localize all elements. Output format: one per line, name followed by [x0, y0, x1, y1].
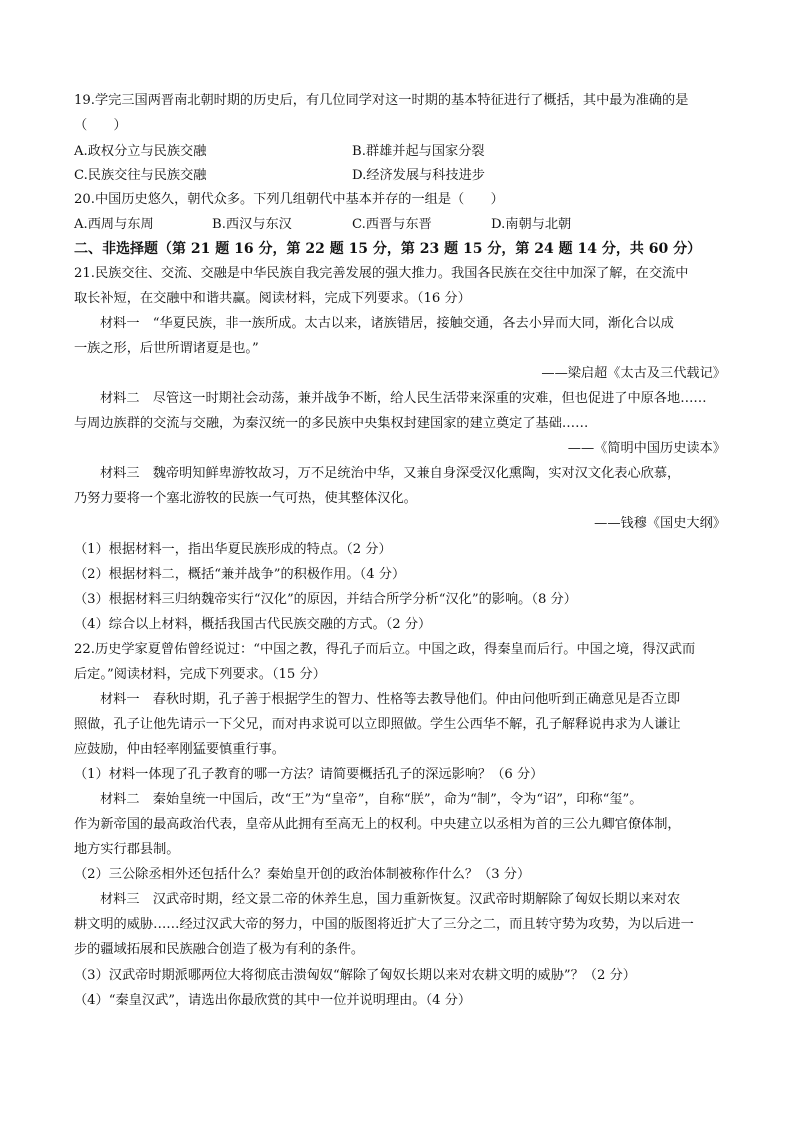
- q22-material1-line2: 照做，孔子让他先请示一下父兄，而对冉求说可以立即照做。学生公西华不解，孔子解释说冉求为人谦让: [74, 717, 681, 732]
- q21-stem-line1: 21.民族交往、交流、交融是中华民族自我完善发展的强大推力。我国各民族在交往中加深了解，在交流中: [74, 266, 689, 281]
- q19-option-b: B.群雄并起与国家分裂: [352, 144, 485, 159]
- q20-option-b: B.西汉与东汉: [212, 217, 292, 232]
- q21-stem-line2: 取长补短，在交融中和谐共赢。阅读材料，完成下列要求。（16 分）: [74, 291, 471, 306]
- q21-sub4: （4）综合以上材料，概括我国古代民族交融的方式。（2 分）: [74, 617, 432, 632]
- q22-sub4: （4）“秦皇汉武”，请选出你最欣赏的其中一位并说明理由。（4 分）: [74, 993, 472, 1008]
- q19-option-c: C.民族交往与民族交融: [74, 168, 207, 183]
- section-2-heading: 二、非选择题（第 21 题 16 分，第 22 题 15 分，第 23 题 15 分，第 24 题 14 分，共 60 分）: [74, 241, 702, 257]
- q22-stem-line1: 22.历史学家夏曾佑曾经说过：“中国之教，得孔子而后立。中国之政，得秦皇而后行。中国之境，得汉武而: [74, 642, 696, 657]
- q19-option-d: D.经济发展与科技进步: [352, 168, 485, 183]
- q21-material1-line2: 一族之形，后世所谓诸夏是也。”: [74, 341, 259, 356]
- q21-sub3: （3）根据材料三归纳魏帝实行“汉化”的原因，并结合所学分析“汉化”的影响。（8 分）: [74, 592, 577, 607]
- q22-material1-line1: 材料一 春秋时期，孔子善于根据学生的智力、性格等去教导他们。仲由问他听到正确意见是否立即: [100, 692, 681, 707]
- q21-material3-source: ——钱穆《国史大纲》: [594, 516, 726, 531]
- q20-stem: 20.中国历史悠久，朝代众多。下列几组朝代中基本并存的一组是（ ）: [74, 192, 504, 207]
- q19-answer-bracket: （ ）: [74, 118, 127, 133]
- q21-sub2: （2）根据材料二，概括“兼并战争”的积极作用。（4 分）: [74, 567, 406, 582]
- q21-material2-source: ——《简明中国历史读本》: [567, 441, 726, 456]
- q19-stem: 19.学完三国两晋南北朝时期的历史后，有几位同学对这一时期的基本特征进行了概括，其中最为准确的是: [74, 93, 689, 108]
- q21-material2-line1: 材料二 尽管这一时期社会动荡，兼并战争不断，给人民生活带来深重的灾难，但也促进了中原各地……: [100, 391, 707, 406]
- q22-sub3: （3）汉武帝时期派哪两位大将彻底击溃匈奴“解除了匈奴长期以来对农耕文明的威胁”？（2 分）: [74, 968, 636, 983]
- q21-material3-line1: 材料三 魏帝明知鲜卑游牧故习，万不足统治中华，又兼自身深受汉化熏陶，实对汉文化表心欣慕，: [100, 466, 681, 481]
- q21-material1-source: ——梁启超《太古及三代载记》: [541, 366, 726, 381]
- q22-material1-line3: 应鼓励，仲由轻率刚猛要慎重行事。: [74, 742, 285, 757]
- q22-material2-line3: 地方实行郡县制。: [74, 842, 180, 857]
- q20-option-a: A.西周与东周: [74, 217, 154, 232]
- q22-material3-line2: 耕文明的威胁……经过汉武大帝的努力，中国的版图将近扩大了三分之二，而且转守势为攻势，为以后进一: [74, 917, 694, 932]
- q21-material1-line1: 材料一 “华夏民族，非一族所成。太古以来，诸族错居，接触交通，各去小异而大同，渐化合以成: [100, 316, 674, 331]
- q21-material2-line2: 与周边族群的交流与交融，为秦汉统一的多民族中央集权封建国家的建立奠定了基础……: [74, 416, 589, 431]
- q22-stem-line2: 后定。”阅读材料，完成下列要求。（15 分）: [74, 667, 326, 682]
- q22-material2-line2: 作为新帝国的最高政治代表，皇帝从此拥有至高无上的权利。中央建立以丞相为首的三公九卿官僚体制，: [74, 817, 681, 832]
- q20-option-d: D.南朝与北朝: [491, 217, 572, 232]
- q21-sub1: （1）根据材料一，指出华夏民族形成的特点。（2 分）: [74, 542, 392, 557]
- q22-material2-line1: 材料二 秦始皇统一中国后，改“王”为“皇帝”，自称“朕”，命为“制”，令为“诏”，印称“玺”。: [100, 792, 643, 807]
- q22-sub1: （1）材料一体现了孔子教育的哪一方法？请简要概括孔子的深远影响？（6 分）: [74, 767, 544, 782]
- q22-sub2: （2）三公除丞相外还包括什么？秦始皇开创的政治体制被称作什么？（3 分）: [74, 867, 531, 882]
- q20-option-c: C.西晋与东晋: [352, 217, 432, 232]
- q22-material3-line3: 步的疆域拓展和民族融合创造了极为有利的条件。: [74, 942, 365, 957]
- q19-option-a: A.政权分立与民族交融: [74, 144, 207, 159]
- q22-material3-line1: 材料三 汉武帝时期，经文景二帝的休养生息，国力重新恢复。汉武帝时期解除了匈奴长期以来对农: [100, 892, 681, 907]
- q21-material3-line2: 乃努力要将一个塞北游牧的民族一气可热，使其整体汉化。: [74, 491, 417, 506]
